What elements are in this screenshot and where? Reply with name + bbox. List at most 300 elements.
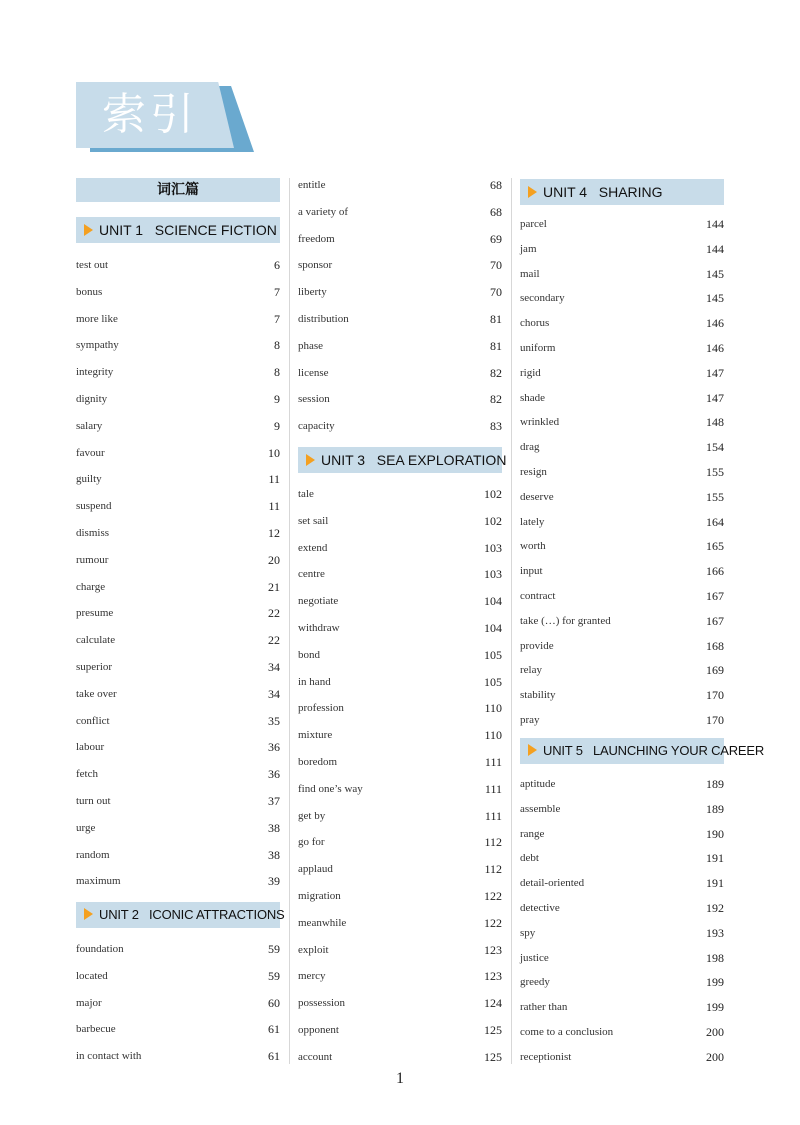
entry-word: applaud [298,863,333,876]
entry-page-number: 125 [484,1023,502,1037]
arrow-right-icon [528,186,537,198]
entry-word: session [298,393,330,406]
entry-page-number: 170 [706,688,724,703]
index-entry [520,612,724,630]
entry-page-number: 104 [484,594,502,609]
entry-word: in hand [298,675,331,688]
index-entry [520,314,724,332]
entry-word: range [520,827,545,840]
entry-page-number: 199 [706,975,724,990]
entry-page-number: 167 [706,613,724,628]
entry-page-number: 103 [484,567,502,582]
index-entry [520,1023,724,1041]
index-entry [298,337,502,355]
index-entry [298,310,502,328]
entry-page-number: 155 [706,489,724,504]
entry-word: integrity [76,366,114,379]
entry-word: test out [76,259,109,271]
entry-word: phase [298,339,324,352]
index-entry [520,289,724,307]
index-entry [298,485,502,503]
index-entry [298,726,502,744]
entry-page-number: 191 [706,876,724,891]
unit-header [520,179,724,205]
entry-page-number: 105 [484,674,502,689]
entry-word: uniform [520,342,556,354]
index-entry [298,565,502,583]
index-entry [76,631,280,649]
entry-page-number: 122 [484,915,502,930]
entry-page-number: 37 [268,794,280,808]
entry-page-number: 10 [268,445,280,460]
index-entry [76,336,280,354]
entry-page-number: 145 [706,266,724,281]
index-entry [76,390,280,408]
index-entry [298,646,502,664]
entry-page-number: 154 [706,440,724,455]
entry-word: drag [520,441,540,454]
entry-page-number: 103 [484,540,502,555]
entry-word: assemble [520,802,561,815]
index-entry [76,940,280,958]
index-entry [298,619,502,637]
entry-word: a variety of [298,205,349,218]
entry-page-number: 12 [268,526,280,540]
entry-word: resign [520,466,547,478]
entry-page-number: 7 [274,311,280,326]
entry-word: boredom [298,756,338,768]
index-entry [520,661,724,679]
arrow-right-icon [84,224,93,236]
index-entry [520,537,724,555]
entry-page-number: 61 [268,1049,280,1064]
entry-page-number: 36 [268,740,280,755]
index-entry [76,738,280,756]
entry-word: rumour [76,553,109,566]
index-entry [520,364,724,382]
index-entry [76,846,280,864]
entry-word: liberty [298,286,327,299]
index-entry [76,658,280,676]
entry-word: deserve [520,490,554,503]
index-entry [298,994,502,1012]
entry-page-number: 61 [268,1022,280,1037]
entry-word: calculate [76,634,116,647]
entry-word: come to a conclusion [520,1026,614,1038]
entry-page-number: 111 [484,755,502,769]
index-entry [298,1021,502,1039]
entry-page-number: 104 [484,621,502,635]
entry-page-number: 112 [484,835,502,850]
entry-word: located [76,969,108,982]
entry-word: mixture [298,729,333,742]
index-title-banner [76,82,256,154]
index-entry [520,215,724,233]
entry-page-number: 111 [484,781,502,796]
entry-page-number: 123 [484,942,502,957]
entry-page-number: 34 [268,660,280,674]
entry-word: major [76,996,102,1009]
entry-word: negotiate [298,595,339,608]
entry-word: labour [76,741,105,754]
unit-header [76,902,285,928]
index-entry [298,673,502,691]
entry-word: profession [298,702,344,715]
entry-page-number: 192 [706,901,724,915]
entry-word: jam [520,242,537,255]
index-entry [520,849,724,867]
index-entry [298,390,502,408]
unit-header [298,447,507,473]
entry-word: freedom [298,232,335,245]
entry-word: presume [76,607,114,620]
entry-page-number: 147 [706,365,724,380]
entry-page-number: 189 [706,801,724,816]
entry-page-number: 70 [490,285,502,300]
entry-word: provide [520,639,554,652]
entry-word: random [76,848,110,861]
entry-word: charge [76,580,106,593]
entry-page-number: 105 [484,647,502,662]
index-entry [76,819,280,837]
entry-page-number: 167 [706,589,724,603]
entry-word: secondary [520,292,565,305]
entry-word: exploit [298,943,329,956]
entry-word: in contact with [76,1050,142,1063]
entry-page-number: 168 [706,638,724,653]
index-entry [298,364,502,382]
entry-page-number: 200 [706,1049,724,1064]
index-entry [76,994,280,1012]
index-entry [298,256,502,274]
index-entry [520,463,724,481]
entry-page-number: 146 [706,316,724,331]
entry-word: contract [520,590,556,602]
entry-page-number: 39 [268,874,280,889]
entry-page-number: 200 [706,1025,724,1039]
index-entry [76,792,280,810]
unit-header-label: UNIT 5 LAUNCHING YOUR CAREER [543,743,765,758]
index-entry [298,417,502,435]
entry-page-number: 60 [268,995,280,1010]
index-entry [520,874,724,892]
index-entry [76,363,280,381]
index-entry [520,587,724,605]
entry-word: salary [76,419,103,432]
index-entry [298,539,502,557]
entry-page-number: 11 [268,499,280,514]
entry-page-number: 102 [484,513,502,528]
entry-word: conflict [76,714,110,727]
index-entry [76,497,280,515]
index-entry [76,578,280,596]
entry-word: turn out [76,795,111,807]
entry-word: fetch [76,768,98,781]
entry-word: worth [520,540,546,553]
entry-word: mercy [298,970,326,983]
entry-word: dignity [76,393,108,405]
index-entry [298,941,502,959]
entry-word: migration [298,890,341,902]
index-entry [76,310,280,328]
entry-page-number: 189 [706,777,724,791]
entry-page-number: 122 [484,889,502,903]
entry-page-number: 21 [268,579,280,594]
entry-word: sponsor [298,259,333,272]
index-entry [298,833,502,851]
entry-word: urge [76,821,96,834]
index-entry [298,176,502,194]
entry-word: favour [76,446,105,459]
entry-word: aptitude [520,778,556,790]
index-entry [76,417,280,435]
index-entry [520,339,724,357]
entry-page-number: 124 [484,996,502,1011]
unit-header-label: UNIT 3 SEA EXPLORATION [321,452,507,468]
index-entry [520,513,724,531]
index-entry [520,240,724,258]
index-entry [520,562,724,580]
entry-page-number: 111 [484,808,502,823]
entry-word: extend [298,541,328,554]
entry-page-number: 110 [484,728,502,743]
entry-page-number: 193 [706,925,724,940]
index-entry [76,712,280,730]
entry-word: rigid [520,366,541,379]
index-entry [76,1020,280,1038]
index-entry [298,967,502,985]
arrow-right-icon [84,908,93,920]
entry-page-number: 59 [268,968,280,983]
entry-page-number: 68 [490,204,502,219]
index-entry [76,1047,280,1065]
entry-word: maximum [76,875,121,888]
entry-word: pray [520,714,540,726]
index-entry [298,860,502,878]
entry-page-number: 145 [706,291,724,306]
index-entry [298,780,502,798]
index-entry [76,524,280,542]
column-divider [289,178,290,1064]
entry-word: superior [76,661,113,673]
index-entry [76,470,280,488]
index-entry [520,265,724,283]
entry-word: rather than [520,1001,568,1014]
index-entry [76,551,280,569]
entry-word: stability [520,689,556,702]
entry-word: mail [520,267,540,280]
index-entry [298,887,502,905]
entry-page-number: 190 [706,826,724,841]
index-entry [76,765,280,783]
entry-page-number: 81 [490,338,502,353]
entry-page-number: 83 [490,419,502,434]
entry-word: set sail [298,514,329,527]
index-entry [76,604,280,622]
index-entry [520,438,724,456]
entry-page-number: 9 [274,418,280,433]
entry-word: find one’s way [298,782,363,795]
entry-word: relay [520,664,542,677]
entry-word: account [298,1050,333,1063]
index-entry [76,685,280,703]
entry-page-number: 191 [706,851,724,866]
unit-header [76,217,280,243]
entry-page-number: 82 [490,365,502,380]
entry-word: detail-oriented [520,877,585,890]
entry-page-number: 82 [490,392,502,407]
entry-page-number: 36 [268,767,280,782]
column-divider [511,178,512,1064]
entry-page-number: 102 [484,487,502,501]
entry-page-number: 125 [484,1049,502,1064]
entry-page-number: 22 [268,606,280,621]
entry-page-number: 9 [274,392,280,406]
entry-page-number: 147 [706,390,724,405]
entry-page-number: 170 [706,713,724,727]
entry-page-number: 164 [706,514,724,529]
entry-word: greedy [520,976,550,989]
entry-page-number: 20 [268,552,280,567]
index-entry [298,699,502,717]
index-entry [520,899,724,917]
entry-word: justice [520,951,549,964]
entry-page-number: 11 [268,472,280,487]
entry-page-number: 7 [274,284,280,299]
entry-page-number: 199 [706,1000,724,1015]
entry-word: dismiss [76,527,110,539]
entry-page-number: 8 [274,338,280,353]
entry-page-number: 166 [706,564,724,579]
entry-word: meanwhile [298,916,347,929]
index-entry [520,775,724,793]
entry-word: more like [76,312,118,325]
entry-word: opponent [298,1024,339,1036]
entry-word: entitle [298,179,326,191]
index-entry [298,512,502,530]
entry-word: wrinkled [520,416,560,429]
entry-word: input [520,565,543,578]
index-entry [520,1048,724,1066]
index-entry [520,998,724,1016]
page-number: 1 [396,1070,404,1087]
index-entry [298,283,502,301]
entry-page-number: 146 [706,341,724,355]
entry-word: receptionist [520,1050,572,1063]
entry-page-number: 8 [274,365,280,380]
entry-page-number: 144 [706,217,724,231]
entry-word: tale [298,488,314,500]
entry-word: shade [520,391,546,404]
index-entry [520,686,724,704]
entry-word: centre [298,568,325,581]
entry-page-number: 169 [706,663,724,678]
index-entry [520,413,724,431]
entry-page-number: 6 [274,258,280,272]
entry-word: debt [520,852,539,865]
index-entry [76,256,280,274]
index-entry [520,389,724,407]
entry-word: bond [298,648,320,661]
entry-page-number: 155 [706,465,724,479]
index-entry [298,914,502,932]
entry-page-number: 59 [268,942,280,956]
entry-page-number: 34 [268,686,280,701]
index-entry [76,872,280,890]
index-entry [520,488,724,506]
entry-word: guilty [76,473,102,486]
entry-page-number: 38 [268,820,280,835]
entry-word: suspend [76,500,112,513]
entry-page-number: 144 [706,241,724,256]
entry-word: barbecue [76,1023,116,1036]
entry-page-number: 148 [706,415,724,430]
arrow-right-icon [306,454,315,466]
index-entry [520,711,724,729]
index-entry [298,1048,502,1066]
index-entry [76,967,280,985]
entry-word: possession [298,997,346,1010]
entry-page-number: 165 [706,539,724,554]
entry-page-number: 38 [268,847,280,862]
entry-page-number: 69 [490,231,502,246]
entry-word: spy [520,926,536,939]
entry-word: sympathy [76,339,119,352]
entry-page-number: 35 [268,713,280,728]
index-entry [298,592,502,610]
entry-word: foundation [76,943,124,955]
unit-header-label: UNIT 4 SHARING [543,184,663,200]
index-entry [298,807,502,825]
entry-page-number: 112 [484,862,502,877]
index-entry [520,973,724,991]
entry-page-number: 68 [490,178,502,192]
entry-word: go for [298,836,325,849]
entry-word: withdraw [298,622,340,634]
index-entry [520,637,724,655]
index-entry [520,800,724,818]
entry-word: detective [520,902,560,914]
entry-page-number: 22 [268,633,280,648]
entry-page-number: 81 [490,312,502,326]
entry-word: distribution [298,313,349,325]
entry-page-number: 198 [706,950,724,965]
arrow-right-icon [528,744,537,756]
index-entry [520,949,724,967]
index-entry [520,825,724,843]
entry-word: get by [298,809,326,822]
entry-word: parcel [520,218,547,230]
page-title: 索引 [102,89,198,140]
entry-page-number: 110 [484,701,502,716]
entry-word: license [298,366,329,379]
entry-page-number: 123 [484,969,502,984]
entry-word: bonus [76,285,103,298]
unit-header-label: UNIT 2 ICONIC ATTRACTIONS [99,907,285,922]
entry-word: capacity [298,420,335,433]
entry-word: take (…) for granted [520,614,611,627]
entry-page-number: 70 [490,258,502,273]
index-entry [76,283,280,301]
entry-word: take over [76,687,117,700]
index-entry [298,203,502,221]
index-entry [298,753,502,771]
section-title-vocabulary: 词汇篇 [76,178,280,202]
index-entry [76,444,280,462]
entry-word: chorus [520,317,550,330]
index-entry [520,924,724,942]
unit-header [520,738,765,764]
